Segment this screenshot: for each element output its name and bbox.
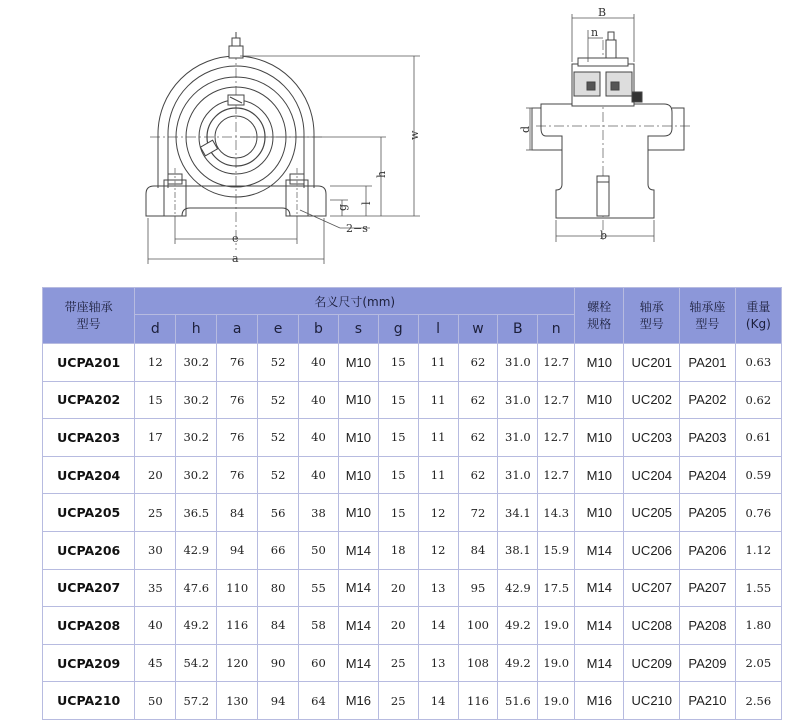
cell-h: 49.2 bbox=[176, 607, 217, 645]
cell-B: 49.2 bbox=[498, 607, 538, 645]
cell-g: 15 bbox=[378, 494, 418, 532]
header-dim-l: l bbox=[418, 315, 458, 344]
table-row bbox=[43, 531, 782, 569]
cell-n: 19.0 bbox=[538, 644, 575, 682]
cell-g: 25 bbox=[378, 682, 418, 720]
header-dim-d: d bbox=[135, 315, 176, 344]
cell-e: 56 bbox=[258, 494, 299, 532]
cell-w: 108 bbox=[458, 644, 498, 682]
cell-a: 76 bbox=[217, 381, 258, 419]
cell-bearing: UC205 bbox=[624, 494, 680, 532]
cell-w: 62 bbox=[458, 456, 498, 494]
cell-h: 36.5 bbox=[176, 494, 217, 532]
cell-e: 84 bbox=[258, 607, 299, 645]
cell-bearing: UC207 bbox=[624, 569, 680, 607]
cell-bolt: M10 bbox=[575, 494, 624, 532]
cell-n: 15.9 bbox=[538, 531, 575, 569]
cell-s: M14 bbox=[338, 569, 378, 607]
header-dims-group: 名义尺寸(mm) bbox=[135, 288, 575, 315]
cell-g: 20 bbox=[378, 569, 418, 607]
dim-label-a: a bbox=[232, 252, 239, 265]
cell-l: 11 bbox=[418, 419, 458, 457]
header-weight-line1: 重量 bbox=[746, 299, 771, 314]
cell-s: M10 bbox=[338, 494, 378, 532]
cell-l: 11 bbox=[418, 456, 458, 494]
header-weight-line2: (Kg) bbox=[745, 316, 771, 331]
cell-bolt: M14 bbox=[575, 644, 624, 682]
table-header bbox=[43, 288, 782, 344]
cell-bolt: M16 bbox=[575, 682, 624, 720]
cell-s: M10 bbox=[338, 344, 378, 382]
cell-h: 47.6 bbox=[176, 569, 217, 607]
cell-weight: 0.62 bbox=[735, 381, 781, 419]
cell-w: 62 bbox=[458, 419, 498, 457]
header-bolt-line1: 螺栓 bbox=[587, 299, 612, 314]
cell-h: 57.2 bbox=[176, 682, 217, 720]
header-dim-a: a bbox=[217, 315, 258, 344]
cell-weight: 0.59 bbox=[735, 456, 781, 494]
cell-e: 80 bbox=[258, 569, 299, 607]
cell-s: M14 bbox=[338, 644, 378, 682]
dim-label-l: l bbox=[360, 201, 373, 205]
cell-model: UCPA202 bbox=[43, 381, 135, 419]
dim-label-n: n bbox=[591, 26, 599, 39]
cell-B: 49.2 bbox=[498, 644, 538, 682]
cell-bearing: UC210 bbox=[624, 682, 680, 720]
cell-l: 14 bbox=[418, 682, 458, 720]
cell-weight: 2.05 bbox=[735, 644, 781, 682]
header-bearing-line2: 型号 bbox=[639, 316, 664, 331]
cell-w: 62 bbox=[458, 344, 498, 382]
dim-label-s: 2−s bbox=[346, 222, 368, 235]
table-row bbox=[43, 419, 782, 457]
cell-n: 17.5 bbox=[538, 569, 575, 607]
cell-l: 14 bbox=[418, 607, 458, 645]
cell-a: 76 bbox=[217, 456, 258, 494]
cell-g: 15 bbox=[378, 381, 418, 419]
table-row bbox=[43, 569, 782, 607]
header-model-line1: 带座轴承 bbox=[64, 299, 113, 314]
cell-g: 20 bbox=[378, 607, 418, 645]
cell-g: 15 bbox=[378, 419, 418, 457]
cell-a: 84 bbox=[217, 494, 258, 532]
header-bolt-line2: 规格 bbox=[587, 316, 612, 331]
cell-s: M10 bbox=[338, 419, 378, 457]
dim-label-w: w bbox=[408, 130, 421, 140]
cell-b: 60 bbox=[299, 644, 339, 682]
header-dim-h: h bbox=[176, 315, 217, 344]
header-dim-n: n bbox=[538, 315, 575, 344]
dim-label-B: B bbox=[598, 6, 607, 19]
cell-d: 30 bbox=[135, 531, 176, 569]
cell-d: 50 bbox=[135, 682, 176, 720]
cell-bearing: UC206 bbox=[624, 531, 680, 569]
technical-drawings bbox=[0, 0, 806, 280]
cell-a: 76 bbox=[217, 344, 258, 382]
cell-b: 64 bbox=[299, 682, 339, 720]
header-housing-line1: 轴承座 bbox=[689, 299, 726, 314]
cell-w: 100 bbox=[458, 607, 498, 645]
cell-n: 19.0 bbox=[538, 682, 575, 720]
cell-model: UCPA207 bbox=[43, 569, 135, 607]
header-dim-s: s bbox=[338, 315, 378, 344]
cell-l: 12 bbox=[418, 531, 458, 569]
cell-e: 52 bbox=[258, 456, 299, 494]
cell-a: 116 bbox=[217, 607, 258, 645]
cell-d: 20 bbox=[135, 456, 176, 494]
cell-bearing: UC201 bbox=[624, 344, 680, 382]
cell-a: 110 bbox=[217, 569, 258, 607]
cell-a: 130 bbox=[217, 682, 258, 720]
header-housing-line2: 型号 bbox=[695, 316, 720, 331]
dim-label-h: h bbox=[375, 170, 388, 178]
header-dim-w: w bbox=[458, 315, 498, 344]
cell-bolt: M10 bbox=[575, 344, 624, 382]
cell-h: 30.2 bbox=[176, 456, 217, 494]
cell-housing: PA201 bbox=[680, 344, 736, 382]
cell-b: 50 bbox=[299, 531, 339, 569]
cell-l: 12 bbox=[418, 494, 458, 532]
cell-n: 12.7 bbox=[538, 381, 575, 419]
cell-d: 15 bbox=[135, 381, 176, 419]
cell-B: 31.0 bbox=[498, 344, 538, 382]
cell-housing: PA210 bbox=[680, 682, 736, 720]
cell-weight: 1.80 bbox=[735, 607, 781, 645]
cell-B: 31.0 bbox=[498, 381, 538, 419]
cell-g: 15 bbox=[378, 344, 418, 382]
cell-l: 11 bbox=[418, 381, 458, 419]
cell-housing: PA209 bbox=[680, 644, 736, 682]
cell-s: M14 bbox=[338, 531, 378, 569]
cell-weight: 2.56 bbox=[735, 682, 781, 720]
dim-label-b: b bbox=[600, 229, 608, 242]
cell-b: 40 bbox=[299, 419, 339, 457]
dim-label-e: e bbox=[232, 232, 239, 245]
cell-s: M16 bbox=[338, 682, 378, 720]
cell-model: UCPA204 bbox=[43, 456, 135, 494]
cell-e: 66 bbox=[258, 531, 299, 569]
cell-b: 40 bbox=[299, 344, 339, 382]
cell-h: 42.9 bbox=[176, 531, 217, 569]
cell-w: 95 bbox=[458, 569, 498, 607]
cell-s: M10 bbox=[338, 456, 378, 494]
cell-B: 38.1 bbox=[498, 531, 538, 569]
cell-l: 11 bbox=[418, 344, 458, 382]
table-row bbox=[43, 682, 782, 720]
cell-e: 52 bbox=[258, 419, 299, 457]
cell-B: 31.0 bbox=[498, 456, 538, 494]
cell-g: 18 bbox=[378, 531, 418, 569]
header-dim-B: B bbox=[498, 315, 538, 344]
cell-h: 54.2 bbox=[176, 644, 217, 682]
table-row bbox=[43, 344, 782, 382]
cell-b: 38 bbox=[299, 494, 339, 532]
header-dim-e: e bbox=[258, 315, 299, 344]
cell-bearing: UC202 bbox=[624, 381, 680, 419]
cell-model: UCPA205 bbox=[43, 494, 135, 532]
specification-table bbox=[42, 287, 782, 720]
cell-n: 12.7 bbox=[538, 344, 575, 382]
cell-n: 12.7 bbox=[538, 456, 575, 494]
cell-housing: PA206 bbox=[680, 531, 736, 569]
cell-housing: PA203 bbox=[680, 419, 736, 457]
table-row bbox=[43, 644, 782, 682]
cell-weight: 0.61 bbox=[735, 419, 781, 457]
cell-bearing: UC209 bbox=[624, 644, 680, 682]
front-view-drawing bbox=[146, 32, 420, 264]
cell-B: 31.0 bbox=[498, 419, 538, 457]
cell-bolt: M10 bbox=[575, 419, 624, 457]
header-weight bbox=[735, 288, 781, 344]
cell-model: UCPA206 bbox=[43, 531, 135, 569]
cell-B: 42.9 bbox=[498, 569, 538, 607]
cell-bolt: M14 bbox=[575, 607, 624, 645]
cell-d: 45 bbox=[135, 644, 176, 682]
cell-s: M10 bbox=[338, 381, 378, 419]
cell-h: 30.2 bbox=[176, 381, 217, 419]
cell-housing: PA202 bbox=[680, 381, 736, 419]
cell-h: 30.2 bbox=[176, 344, 217, 382]
cell-b: 55 bbox=[299, 569, 339, 607]
cell-n: 12.7 bbox=[538, 419, 575, 457]
header-model-line2: 型号 bbox=[76, 316, 101, 331]
cell-bearing: UC203 bbox=[624, 419, 680, 457]
cell-e: 52 bbox=[258, 344, 299, 382]
cell-housing: PA207 bbox=[680, 569, 736, 607]
cell-weight: 0.63 bbox=[735, 344, 781, 382]
cell-w: 84 bbox=[458, 531, 498, 569]
header-bolt bbox=[575, 288, 624, 344]
cell-model: UCPA209 bbox=[43, 644, 135, 682]
cell-bolt: M10 bbox=[575, 456, 624, 494]
dim-label-d: d bbox=[519, 125, 532, 133]
cell-g: 15 bbox=[378, 456, 418, 494]
cell-bolt: M14 bbox=[575, 531, 624, 569]
cell-d: 17 bbox=[135, 419, 176, 457]
cell-B: 51.6 bbox=[498, 682, 538, 720]
cell-e: 52 bbox=[258, 381, 299, 419]
cell-d: 12 bbox=[135, 344, 176, 382]
header-bearing bbox=[624, 288, 680, 344]
side-view-drawing bbox=[526, 14, 690, 242]
cell-d: 35 bbox=[135, 569, 176, 607]
cell-weight: 0.76 bbox=[735, 494, 781, 532]
header-housing bbox=[680, 288, 736, 344]
cell-model: UCPA201 bbox=[43, 344, 135, 382]
cell-b: 40 bbox=[299, 381, 339, 419]
cell-B: 34.1 bbox=[498, 494, 538, 532]
cell-e: 94 bbox=[258, 682, 299, 720]
cell-bolt: M10 bbox=[575, 381, 624, 419]
table-row bbox=[43, 456, 782, 494]
cell-w: 62 bbox=[458, 381, 498, 419]
header-dim-b: b bbox=[299, 315, 339, 344]
cell-housing: PA205 bbox=[680, 494, 736, 532]
cell-a: 120 bbox=[217, 644, 258, 682]
cell-l: 13 bbox=[418, 569, 458, 607]
dim-label-g: g bbox=[336, 203, 349, 211]
table-row bbox=[43, 494, 782, 532]
cell-weight: 1.55 bbox=[735, 569, 781, 607]
cell-b: 58 bbox=[299, 607, 339, 645]
table-row bbox=[43, 607, 782, 645]
cell-bearing: UC204 bbox=[624, 456, 680, 494]
header-model bbox=[43, 288, 135, 344]
cell-housing: PA208 bbox=[680, 607, 736, 645]
cell-a: 94 bbox=[217, 531, 258, 569]
cell-d: 40 bbox=[135, 607, 176, 645]
cell-n: 14.3 bbox=[538, 494, 575, 532]
cell-n: 19.0 bbox=[538, 607, 575, 645]
table-body bbox=[43, 344, 782, 720]
cell-housing: PA204 bbox=[680, 456, 736, 494]
cell-model: UCPA208 bbox=[43, 607, 135, 645]
cell-b: 40 bbox=[299, 456, 339, 494]
table-row bbox=[43, 381, 782, 419]
cell-model: UCPA210 bbox=[43, 682, 135, 720]
header-bearing-line1: 轴承 bbox=[639, 299, 664, 314]
cell-bolt: M14 bbox=[575, 569, 624, 607]
cell-e: 90 bbox=[258, 644, 299, 682]
cell-w: 72 bbox=[458, 494, 498, 532]
cell-s: M14 bbox=[338, 607, 378, 645]
cell-d: 25 bbox=[135, 494, 176, 532]
cell-model: UCPA203 bbox=[43, 419, 135, 457]
cell-h: 30.2 bbox=[176, 419, 217, 457]
cell-w: 116 bbox=[458, 682, 498, 720]
cell-l: 13 bbox=[418, 644, 458, 682]
cell-weight: 1.12 bbox=[735, 531, 781, 569]
header-dim-g: g bbox=[378, 315, 418, 344]
cell-g: 25 bbox=[378, 644, 418, 682]
cell-a: 76 bbox=[217, 419, 258, 457]
cell-bearing: UC208 bbox=[624, 607, 680, 645]
